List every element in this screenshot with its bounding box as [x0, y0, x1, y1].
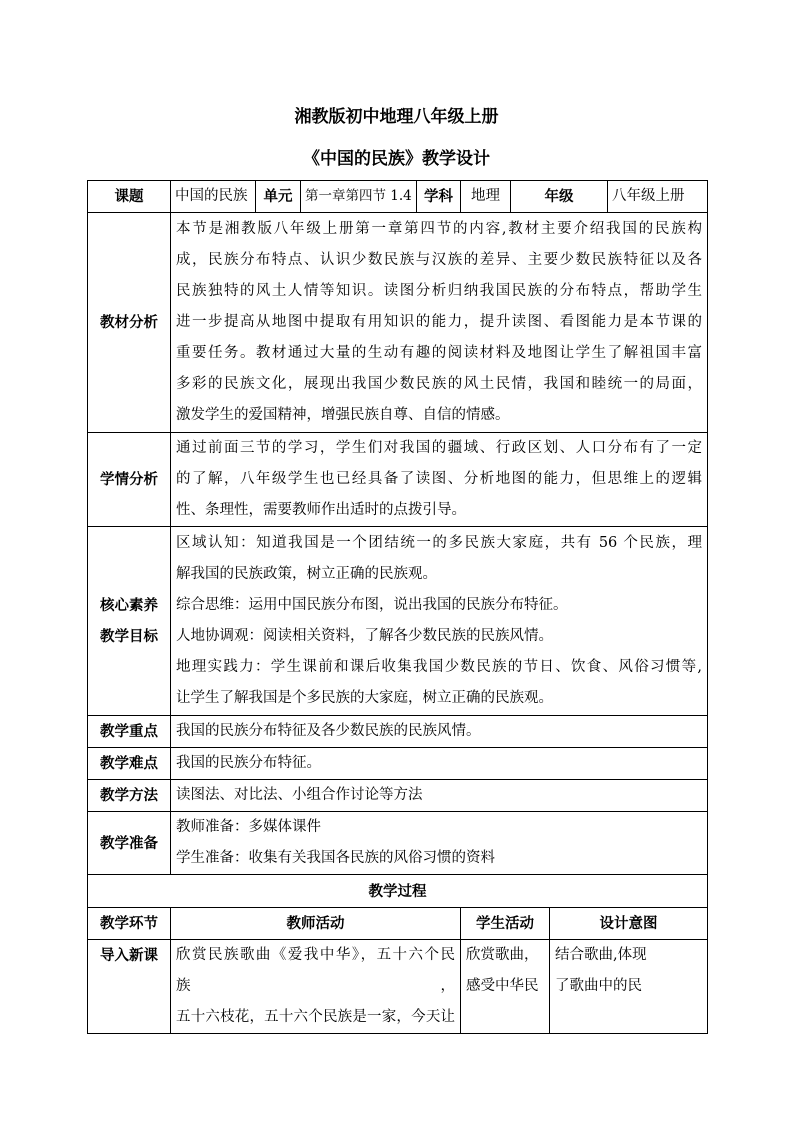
core-goals-label: 核心素养 教学目标 [88, 527, 171, 716]
key-points-text: 我国的民族分布特征及各少数民族的民族风情。 [171, 716, 708, 748]
difficulties-row [88, 748, 708, 780]
col-teacher-header: 教师活动 [171, 908, 461, 940]
process-row-intro [88, 940, 708, 1034]
student-analysis-label: 学情分析 [88, 433, 171, 527]
intro-stage: 导入新课 [88, 940, 171, 1034]
preparation-row [88, 812, 708, 875]
difficulties-label: 教学难点 [88, 748, 171, 780]
intro-teacher-activity: 欣赏民族歌曲《爱我中华》，五十六个民族， 五十六枝花，五十六个民族是一家，今天让 [171, 940, 461, 1034]
textbook-analysis-label: 教材分析 [88, 213, 171, 433]
grade-label: 年级 [511, 181, 608, 213]
subject-label: 学科 [417, 181, 461, 213]
lesson-plan-table [87, 180, 708, 1034]
methods-text: 读图法、对比法、小组合作讨论等方法 [171, 780, 708, 812]
document-title: 湘教版初中地理八年级上册 [294, 107, 499, 127]
preparation-text: 教师准备：多媒体课件 学生准备：收集有关我国各民族的风俗习惯的资料 [171, 812, 708, 875]
unit-value: 第一章第四节 1.4 [301, 181, 417, 213]
intro-design-intent: 结合歌曲,体现 了歌曲中的民 [550, 940, 708, 1034]
col-student-header: 学生活动 [461, 908, 550, 940]
unit-label: 单元 [256, 181, 301, 213]
course-value: 中国的民族 [171, 181, 256, 213]
textbook-analysis-row [88, 213, 708, 433]
preparation-label: 教学准备 [88, 812, 171, 875]
grade-value: 八年级上册 [608, 181, 708, 213]
student-analysis-text: 通过前面三节的学习，学生们对我国的疆域、行政区划、人口分布有了一定 的了解，八年级学生也已经具备了读图、分析地图的能力，但思维上的逻辑 性、条理性，需要教师作出适时的点拨引导。 [171, 433, 708, 527]
document-subtitle: 《中国的民族》教学设计 [303, 149, 490, 169]
key-points-row [88, 716, 708, 748]
process-heading-row [88, 875, 708, 908]
subject-value: 地理 [461, 181, 511, 213]
methods-row [88, 780, 708, 812]
textbook-analysis-text: 本节是湘教版八年级上册第一章第四节的内容,教材主要介绍我国的民族构 成，民族分布特点、认识少数民族与汉族的差异、主要少数民族特征以及各 民族独特的风土人情等知识。读图分析归纳我国民族的分布特点，帮助学生 进一步提高从地图中提取有用知识的能力，提升读图、看图能力是本节课的 重要任务。教材通过大量的生动有趣的阅读材料及地图让学生了解祖国丰富 多彩的民族文化，展现出我国少数民族的风土民情，我国和睦统一的局面， 激发学生的爱国精神，增强民族自尊、自信的情感。 [171, 213, 708, 433]
core-goals-text: 区域认知：知道我国是一个团结统一的多民族大家庭，共有 56 个民族，理 解我国的民族政策，树立正确的民族观。 综合思维：运用中国民族分布图，说出我国的民族分布特征。 人地协调观：阅读相关资料，了解各少数民族的民族风情。 地理实践力：学生课前和课后收集我国少数民族的节日、饮食、风俗习惯等, 让学生了解我国是个多民族的大家庭，树立正确的民族观。 [171, 527, 708, 716]
intro-student-activity: 欣赏歌曲， 感受中华民 [461, 940, 550, 1034]
process-header-row [88, 908, 708, 940]
info-row [88, 181, 708, 213]
course-label: 课题 [88, 181, 171, 213]
col-stage-header: 教学环节 [88, 908, 171, 940]
process-heading: 教学过程 [88, 875, 708, 908]
col-intent-header: 设计意图 [550, 908, 708, 940]
difficulties-text: 我国的民族分布特征。 [171, 748, 708, 780]
core-goals-row [88, 527, 708, 716]
key-points-label: 教学重点 [88, 716, 171, 748]
student-analysis-row [88, 433, 708, 527]
methods-label: 教学方法 [88, 780, 171, 812]
